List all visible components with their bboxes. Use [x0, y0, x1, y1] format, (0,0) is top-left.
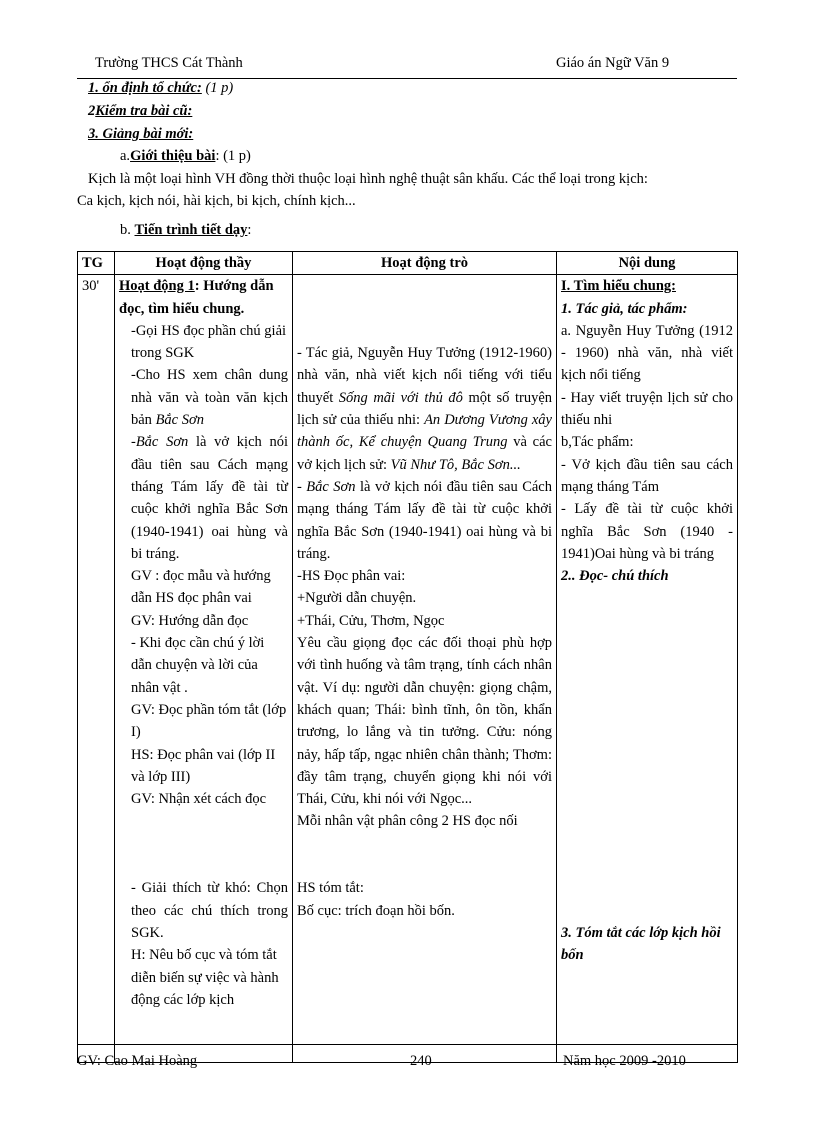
student-p1: - Tác giả, Nguyễn Huy Tưởng (1912-1960) nhà văn, nhà viết kịch nổi tiếng với tiểu thuyết Sống mãi với thủ đô một số truyện lịch sử của thiếu nhi: An Dương Vương xây thành ốc, Kể chuyện Quang Trung và các vở kịch lịch sử: Vũ Như Tô, Bắc Sơn...	[297, 345, 552, 473]
item-1	[88, 80, 233, 97]
teacher-p3: -Bắc Sơn là vở kịch nói đầu tiên sau Cách mạng tháng Tám lấy đề tài từ cuộc khởi nghĩa Bắc Sơn (1940-1941) oai hùng và bi tráng.	[131, 434, 288, 562]
student-p2: - Bắc Sơn là vở kịch nói đầu tiên sau Cách mạng tháng Tám lấy đề tài từ cuộc khởi nghĩa Bắc Sơn (1940-1941) oai hùng và bi tráng.	[297, 478, 552, 562]
student-p5: +Thái, Cửu, Thơm, Ngọc	[297, 612, 445, 629]
teacher-p11: H: Nêu bố cục và tóm tắt diễn biến sự việc và hành động các lớp kịch	[131, 947, 279, 1008]
content-heading-4: 3. Tóm tắt các lớp kịch hồi bốn	[561, 924, 721, 964]
item-b-prefix: b.	[120, 222, 135, 238]
table-row	[78, 275, 738, 1063]
item-2	[88, 103, 192, 120]
teacher-p9: GV: Nhận xét cách đọc	[131, 791, 267, 808]
header-rule	[77, 78, 737, 79]
col-header-teacher: Hoạt động thầy	[115, 252, 293, 275]
item-b	[120, 222, 251, 239]
item-1-time: (1 p)	[201, 80, 234, 96]
teacher-p5: GV: Hướng dẫn đọc	[131, 612, 249, 629]
item-3-title: 3. Giảng bài mới:	[88, 126, 194, 142]
teacher-activity-title-rest: : Hướng dẫn đọc, tìm hiểu chung.	[119, 278, 274, 317]
content-p5: - Lấy đề tài từ cuộc khởi nghĩa Bắc Sơn (1940 - 1941)Oai hùng và bi tráng	[561, 501, 733, 562]
student-p6: Yêu cầu giọng đọc các đối thoại phù hợp với tình huống và tâm trạng, tính cách nhân vật. Ví dụ: người dẫn chuyện: giọng chậm, khách quan; Thái: bình tĩnh, ôn tồn, khẩn trương, lo lắng và tin tưởng. Cửu: nóng nảy, hấp tấp, ngạc nhiên chân thành; Thơm: đầy tâm trạng, chuyển giọng khi nói với Thái, Cửu, khi nói với Ngọc...	[297, 635, 552, 808]
student-p7: Mỗi nhân vật phân công 2 HS đọc nối	[297, 813, 518, 830]
item-b-title: Tiến trình tiết dạy	[134, 222, 248, 238]
teacher-p6: - Khi đọc cần chú ý lời dẫn chuyện và lời của nhân vật .	[131, 635, 265, 696]
content-p4: - Vở kịch đầu tiên sau cách mạng tháng Tám	[561, 456, 733, 495]
student-p4: +Người dẫn chuyện.	[297, 590, 417, 607]
cell-teacher	[115, 275, 293, 1063]
content-p3: b,Tác phẩm:	[561, 434, 634, 451]
cell-tg: 30'	[78, 275, 115, 1063]
footer-rule	[77, 1044, 737, 1045]
footer-year: Năm học 2009 -2010	[563, 1053, 686, 1069]
item-2-title: Kiểm tra bài cũ:	[95, 103, 193, 119]
intro-paragraph-line-2: Ca kịch, kịch nói, hài kịch, bi kịch, chính kịch...	[77, 193, 356, 209]
student-p9: Bố cục: trích đoạn hồi bốn.	[297, 902, 455, 919]
item-a-title: Giới thiệu bài	[130, 148, 216, 164]
col-header-content: Nội dung	[557, 252, 738, 275]
teacher-p1: -Gọi HS đọc phần chú giải trong SGK	[131, 322, 287, 362]
item-1-title: 1. ổn định tổ chức:	[88, 80, 202, 96]
content-heading-2: 1. Tác giả, tác phẩm:	[561, 300, 688, 317]
lesson-table	[77, 251, 738, 1063]
header-doc-title: Giáo án Ngữ Văn 9	[556, 55, 670, 71]
footer-page-number: 240	[410, 1053, 432, 1069]
footer-teacher: GV: Cao Mai Hoàng	[77, 1053, 198, 1069]
cell-content	[557, 275, 738, 1063]
item-a-time: : (1 p)	[215, 148, 251, 164]
cell-student	[293, 275, 557, 1063]
content-p1: a. Nguyễn Huy Tưởng (1912 - 1960) nhà văn, nhà viết kịch nổi tiếng	[561, 322, 733, 384]
teacher-p2: -Cho HS xem chân dung nhà văn và toàn văn kịch bản Bắc Sơn	[131, 367, 288, 429]
teacher-p8: HS: Đọc phân vai (lớp II và lớp III)	[131, 746, 276, 785]
col-header-tg: TG	[78, 252, 115, 275]
content-heading-3: 2.. Đọc- chú thích	[561, 568, 669, 585]
col-header-student: Hoạt động trò	[293, 252, 557, 275]
item-3	[88, 126, 193, 143]
student-p8: HS tóm tắt:	[297, 880, 364, 897]
item-a	[120, 148, 251, 165]
teacher-activity-title: Hoạt động 1	[119, 278, 195, 295]
item-b-suffix: :	[247, 222, 252, 238]
table-header-row	[78, 252, 738, 275]
teacher-p10: - Giải thích từ khó: Chọn theo các chú thích trong SGK.	[131, 880, 288, 941]
intro-paragraph-line-1: Kịch là một loại hình VH đồng thời thuộc loại hình nghệ thuật sân khấu. Các thể loại trong kịch:	[88, 171, 648, 187]
item-a-prefix: a.	[120, 148, 131, 164]
teacher-p7: GV: Đọc phần tóm tắt (lớp I)	[131, 701, 287, 741]
student-p3: -HS Đọc phân vai:	[297, 568, 406, 585]
teacher-p4: GV : đọc mẫu và hướng dẫn HS đọc phân vai	[131, 568, 271, 607]
content-heading-1: I. Tìm hiểu chung:	[561, 278, 676, 295]
item-2-prefix: 2	[88, 103, 96, 119]
header-school: Trường THCS Cát Thành	[95, 55, 243, 71]
content-p2: - Hay viết truyện lịch sử cho thiếu nhi	[561, 389, 733, 429]
